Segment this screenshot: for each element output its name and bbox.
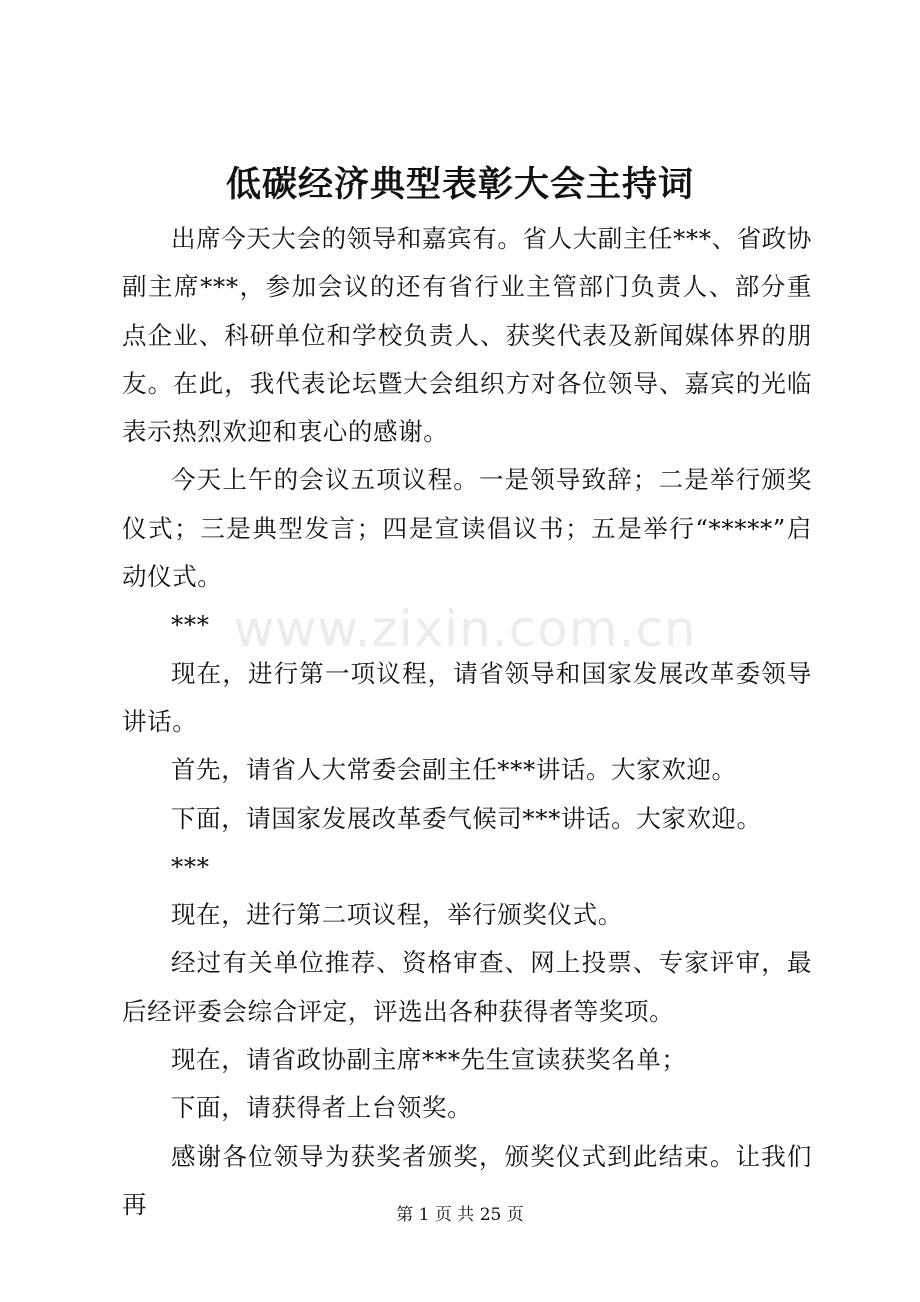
paragraph: 下面，请获得者上台领奖。 — [171, 1093, 473, 1123]
paragraph: 感谢各位领导为获奖者颁奖，颁奖仪式到此结束。让我们再 — [122, 1141, 812, 1219]
paragraph: 现在，进行第二项议程，举行颁奖仪式。 — [171, 900, 623, 930]
watermark: www.zixin.com.cn — [233, 600, 697, 658]
paragraph: *** — [171, 610, 210, 640]
paragraph: 经过有关单位推荐、资格审查、网上投票、专家评审，最后经评委会综合评定，评选出各种获得者等奖项。 — [122, 948, 812, 1026]
paragraph: 现在，请省政协副主席***先生宣读获奖名单； — [171, 1045, 687, 1075]
paragraph: 下面，请国家发展改革委气候司***讲话。大家欢迎。 — [171, 803, 762, 833]
document-body — [122, 215, 812, 1229]
paragraph: 现在，进行第一项议程，请省领导和国家发展改革委领导讲话。 — [122, 658, 812, 736]
page-footer: 第 1 页 共 25 页 — [396, 1205, 524, 1225]
paragraph: *** — [171, 851, 210, 881]
paragraph: 首先，请省人大常委会副主任***讲话。大家欢迎。 — [171, 755, 737, 785]
paragraph: 今天上午的会议五项议程。一是领导致辞；二是举行颁奖仪式；三是典型发言；四是宣读倡议书；五是举行“*****”启动仪式。 — [122, 465, 812, 592]
document-title: 低碳经济典型表彰大会主持词 — [225, 164, 694, 205]
paragraph: 出席今天大会的领导和嘉宾有。省人大副主任***、省政协副主席***，参加会议的还有省行业主管部门负责人、部分重点企业、科研单位和学校负责人、获奖代表及新闻媒体界的朋友。在此，我代表论坛暨大会组织方对各位领导、嘉宾的光临表示热烈欢迎和衷心的感谢。 — [122, 224, 812, 447]
